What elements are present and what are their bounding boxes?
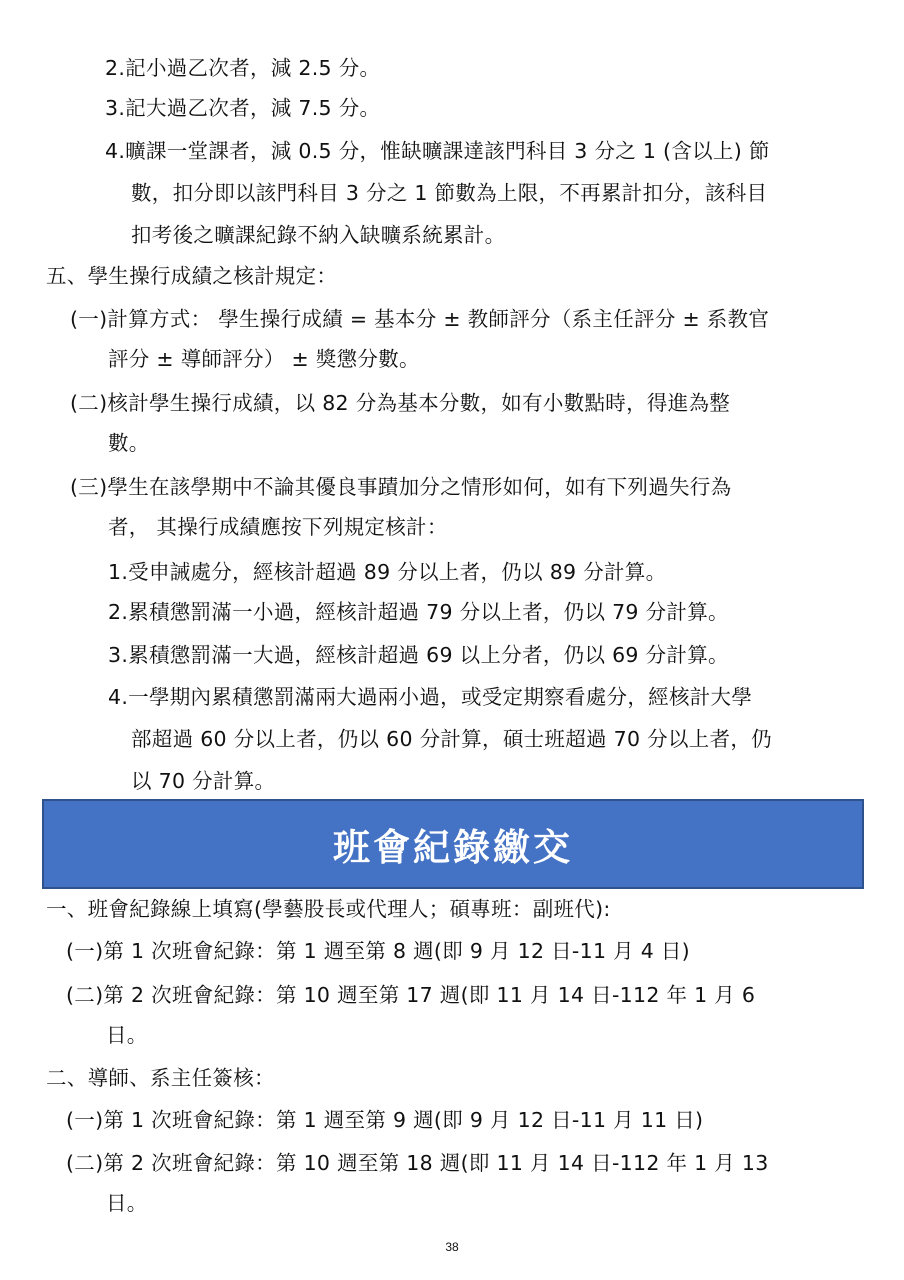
text-line: (二)第 2 次班會紀錄：第 10 週至第 18 週(即 11 月 14 日-112 年 1 月 13 [66, 1151, 769, 1175]
text-line: (二)核計學生操行成績，以 82 分為基本分數，如有小數點時，得進為整 [70, 391, 731, 415]
text-line: 2.累積懲罰滿一小過，經核計超過 79 分以上者，仍以 79 分計算。 [108, 600, 729, 624]
text-line: 扣考後之曠課紀錄不納入缺曠系統累計。 [131, 223, 506, 247]
text-line: 日。 [106, 1023, 148, 1047]
section-heading: 二、導師、系主任簽核： [46, 1066, 275, 1090]
page-number: 38 [445, 1240, 459, 1254]
text-line: 4.一學期內累積懲罰滿兩大過兩小過，或受定期察看處分，經核計大學 [108, 685, 753, 709]
text-line: 日。 [106, 1191, 148, 1215]
text-line: 數，扣分即以該門科目 3 分之 1 節數為上限，不再累計扣分，該科目 [131, 181, 768, 205]
text-line: 部超過 60 分以上者，仍以 60 分計算，碩士班超過 70 分以上者，仍 [131, 727, 772, 751]
text-line: (一)第 1 次班會紀錄：第 1 週至第 8 週(即 9 月 12 日-11 月 4 日) [66, 939, 690, 963]
text-line: (一)第 1 次班會紀錄：第 1 週至第 9 週(即 9 月 12 日-11 月 11 日) [66, 1108, 704, 1132]
text-line: 數。 [108, 431, 150, 455]
section-heading: 五、學生操行成績之核計規定： [46, 264, 338, 288]
text-line: 者， 其操行成績應按下列規定核計： [108, 515, 448, 539]
text-line: 3.累積懲罰滿一大過，經核計超過 69 以上分者，仍以 69 分計算。 [108, 643, 729, 667]
text-line: (三)學生在該學期中不論其優良事蹟加分之情形如何，如有下列過失行為 [70, 475, 732, 499]
section-heading: 一、班會紀錄線上填寫(學藝股長或代理人；碩專班：副班代): [46, 897, 611, 921]
text-line: 2.記小過乙次者，減 2.5 分。 [105, 56, 381, 80]
text-line: 1.受申誡處分，經核計超過 89 分以上者，仍以 89 分計算。 [108, 560, 667, 584]
text-line: 4.曠課一堂課者，減 0.5 分，惟缺曠課達該門科目 3 分之 1 (含以上) 節 [105, 139, 770, 163]
text-line: 以 70 分計算。 [131, 769, 276, 793]
text-line: 3.記大過乙次者，減 7.5 分。 [105, 96, 381, 120]
text-line: (二)第 2 次班會紀錄：第 10 週至第 17 週(即 11 月 14 日-112 年 1 月 6 [66, 983, 756, 1007]
text-line: 評分 ± 導師評分） ± 獎懲分數。 [108, 347, 420, 371]
section-banner [42, 799, 864, 889]
banner-title: 班會紀錄繳交 [333, 826, 573, 869]
text-line: (一)計算方式： 學生操行成績 = 基本分 ± 教師評分（系主任評分 ± 系教官 [70, 307, 770, 331]
